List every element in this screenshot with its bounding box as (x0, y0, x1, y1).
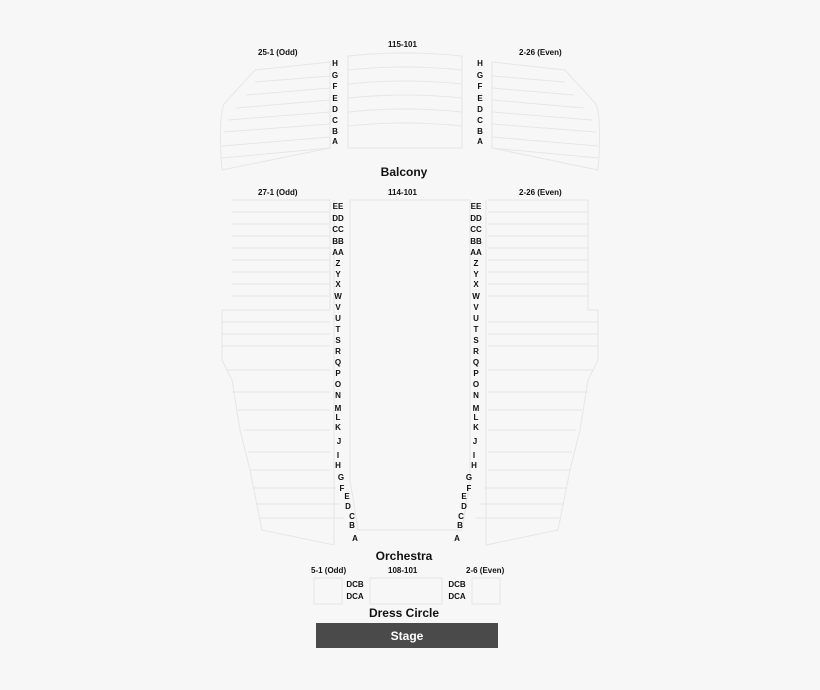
orchestra-row-label-right: N (473, 391, 479, 400)
balcony-right-range: 2-26 (Even) (519, 48, 562, 57)
orchestra-row-label-right: X (473, 280, 479, 289)
orchestra-row-label-left: AA (332, 248, 344, 257)
orchestra-row-label-right: P (473, 369, 479, 378)
balcony-row-label-left: E (332, 94, 338, 103)
orchestra-row-label-right: AA (470, 248, 482, 257)
balcony-row-label-right: A (477, 137, 483, 146)
orchestra-row-label-right: H (471, 461, 477, 470)
orchestra-row-label-left: BB (332, 237, 344, 246)
balcony-row-label-left: H (332, 59, 338, 68)
orchestra-row-label-left: DD (332, 214, 344, 223)
orchestra-row-label-right: O (472, 380, 480, 389)
balcony-row-label-right: G (476, 71, 484, 80)
orchestra-row-label-left: X (335, 280, 341, 289)
orchestra-row-label-right: D (461, 502, 467, 511)
orchestra-row-label-left: U (335, 314, 341, 323)
orchestra-row-label-left: V (335, 303, 341, 312)
orchestra-row-label-right: CC (470, 225, 482, 234)
orchestra-row-label-left: C (349, 512, 355, 521)
balcony-row-label-left: A (332, 137, 338, 146)
stage (316, 623, 498, 648)
balcony-row-label-right: F (477, 82, 483, 91)
dress-circle-left-range: 5-1 (Odd) (311, 566, 347, 575)
balcony-left-range: 25-1 (Odd) (258, 48, 298, 57)
orchestra-row-label-right: B (457, 521, 463, 530)
balcony-row-label-right: B (477, 127, 483, 136)
orchestra-row-label-right: Q (472, 358, 480, 367)
orchestra-row-label-left: D (345, 502, 351, 511)
balcony-row-label-right: D (477, 105, 483, 114)
balcony-row-label-right: H (477, 59, 483, 68)
orchestra-row-label-left: G (337, 473, 345, 482)
orchestra-row-label-right: W (472, 292, 480, 301)
orchestra-row-label-left: Z (335, 259, 341, 268)
orchestra-row-label-left: Q (334, 358, 342, 367)
orchestra-row-label-right: S (473, 336, 479, 345)
orchestra-row-label-right: E (461, 492, 467, 501)
dress-circle-row-label-right: DCB (448, 580, 466, 589)
orchestra-row-label-right: U (473, 314, 479, 323)
orchestra-row-label-left: S (335, 336, 341, 345)
orchestra-row-label-left: E (344, 492, 350, 501)
orchestra-row-label-right: DD (470, 214, 482, 223)
orchestra-right-block (486, 200, 598, 545)
orchestra-row-label-right: G (465, 473, 473, 482)
orchestra-row-label-right: I (472, 451, 476, 460)
dress-circle-title: Dress Circle (368, 606, 440, 620)
orchestra-row-label-left: T (335, 325, 341, 334)
orchestra-row-label-left: O (334, 380, 342, 389)
orchestra-right-range: 2-26 (Even) (519, 188, 562, 197)
orchestra-row-label-right: Y (473, 270, 479, 279)
dress-circle-center-block (370, 578, 442, 604)
balcony-row-label-right: E (477, 94, 483, 103)
orchestra-row-label-right: J (472, 437, 478, 446)
orchestra-row-label-left: A (352, 534, 358, 543)
balcony-center-range: 115-101 (388, 40, 417, 49)
orchestra-row-label-right: T (473, 325, 479, 334)
orchestra-row-label-right: L (473, 413, 479, 422)
dress-circle-right-block (472, 578, 500, 604)
orchestra-row-label-left: Y (335, 270, 341, 279)
balcony-title: Balcony (380, 165, 428, 179)
orchestra-row-label-left: EE (332, 202, 344, 211)
orchestra-row-label-right: EE (470, 202, 482, 211)
orchestra-center-block (350, 200, 470, 530)
orchestra-row-label-left: K (335, 423, 341, 432)
orchestra-row-label-left: W (334, 292, 342, 301)
dress-circle-center-range: 108-101 (388, 566, 418, 575)
orchestra-row-label-left: R (335, 347, 341, 356)
orchestra-row-label-left: J (336, 437, 342, 446)
orchestra-row-label-left: I (336, 451, 340, 460)
orchestra-row-label-left: B (349, 521, 355, 530)
balcony-row-label-left: G (331, 71, 339, 80)
balcony-row-label-left: C (332, 116, 338, 125)
orchestra-row-label-left: P (335, 369, 341, 378)
orchestra-row-label-left: N (335, 391, 341, 400)
orchestra-row-label-right: F (466, 484, 472, 493)
orchestra-row-label-right: BB (470, 237, 482, 246)
balcony-row-label-left: F (332, 82, 338, 91)
balcony-row-label-left: B (332, 127, 338, 136)
dress-circle-row-label-left: DCB (346, 580, 364, 589)
orchestra-left-range: 27-1 (Odd) (258, 188, 298, 197)
orchestra-row-label-right: K (473, 423, 479, 432)
orchestra-row-label-right: V (473, 303, 479, 312)
orchestra-row-label-right: R (473, 347, 479, 356)
orchestra-row-label-left: CC (332, 225, 344, 234)
dress-circle-row-label-right: DCA (448, 592, 466, 601)
orchestra-row-label-left: L (335, 413, 341, 422)
orchestra-title: Orchestra (375, 549, 433, 563)
orchestra-row-label-right: C (458, 512, 464, 521)
balcony-row-label-left: D (332, 105, 338, 114)
orchestra-row-label-right: M (472, 404, 480, 413)
orchestra-center-range: 114-101 (388, 188, 417, 197)
stage-label: Stage (390, 628, 424, 643)
dress-circle-left-block (314, 578, 342, 604)
orchestra-row-label-left: H (335, 461, 341, 470)
dress-circle-right-range: 2-6 (Even) (466, 566, 505, 575)
orchestra-left-block (222, 200, 334, 545)
orchestra-row-label-right: Z (473, 259, 479, 268)
orchestra-row-label-right: A (454, 534, 460, 543)
dress-circle-row-label-left: DCA (346, 592, 364, 601)
balcony-row-label-right: C (477, 116, 483, 125)
orchestra-row-label-left: F (339, 484, 345, 493)
orchestra-row-label-left: M (334, 404, 342, 413)
